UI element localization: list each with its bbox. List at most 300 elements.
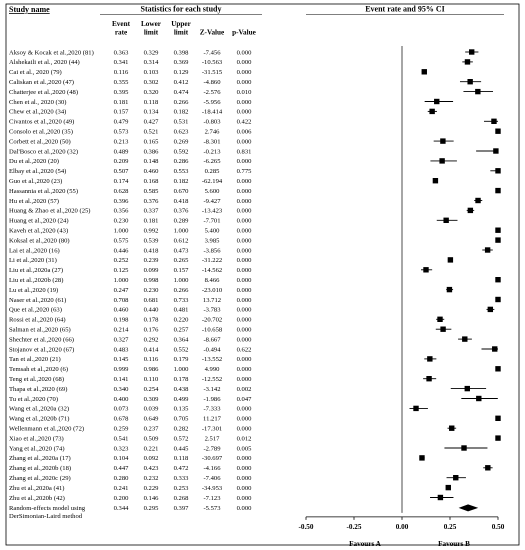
study-name: Lai et al.,2020 (16) xyxy=(9,247,60,255)
stat-rate: 0.141 xyxy=(113,376,129,383)
study-name-header: Study name xyxy=(9,5,50,14)
plot-header: Event rate and 95% CI xyxy=(365,4,445,14)
table-row xyxy=(9,178,438,185)
stat-upper: 1.000 xyxy=(173,366,189,374)
study-name: Dal'Bosco et al.,2020 (32) xyxy=(9,148,79,156)
stat-lower: 0.302 xyxy=(143,79,159,86)
column-header: p-Value xyxy=(232,28,256,37)
stat-upper: 0.266 xyxy=(173,98,189,106)
point-estimate xyxy=(461,445,466,450)
stat-lower: 0.230 xyxy=(143,286,159,294)
stat-upper: 0.705 xyxy=(173,415,189,423)
stat-upper: 0.369 xyxy=(173,59,189,67)
study-name: Hassannia et al.,2020 (55) xyxy=(9,187,79,195)
table-row xyxy=(9,247,493,254)
table-row xyxy=(9,158,457,165)
stat-p: 0.000 xyxy=(236,465,252,473)
stat-rate: 0.356 xyxy=(113,207,129,215)
stat-lower: 0.681 xyxy=(143,296,159,304)
table-row xyxy=(9,188,501,195)
stat-p: 0.000 xyxy=(236,217,252,225)
stat-rate: 0.460 xyxy=(113,306,129,314)
stat-p: 0.000 xyxy=(236,405,252,413)
stats-header: Statistics for each study xyxy=(140,4,222,14)
stat-p: 0.006 xyxy=(236,128,252,136)
table-row xyxy=(9,228,501,235)
study-name: Zhang et al.,2020c (29) xyxy=(9,475,71,482)
point-estimate xyxy=(462,336,467,341)
table-row xyxy=(9,406,428,413)
stat-z: -2.789 xyxy=(203,445,221,453)
stat-p: 0.000 xyxy=(236,455,252,463)
stat-rate: 0.446 xyxy=(113,247,129,255)
stat-rate: 0.157 xyxy=(113,108,129,116)
table-row xyxy=(9,386,486,393)
stat-rate: 0.198 xyxy=(113,316,129,324)
stat-lower: 0.992 xyxy=(143,227,159,235)
stat-z: -31.222 xyxy=(201,257,223,265)
point-estimate xyxy=(453,475,458,480)
stat-lower: 0.314 xyxy=(143,59,159,67)
stat-lower: 0.103 xyxy=(143,69,159,77)
point-estimate xyxy=(440,327,445,332)
point-estimate xyxy=(495,168,500,173)
stat-lower: 0.292 xyxy=(143,336,159,344)
stat-rate: 0.355 xyxy=(113,79,129,86)
study-name: Teng et al.,2020 (68) xyxy=(9,376,65,383)
stat-p: 0.000 xyxy=(236,356,252,364)
table-row xyxy=(9,465,493,472)
table-row xyxy=(9,356,436,363)
stat-upper: 0.376 xyxy=(173,207,189,215)
point-estimate xyxy=(475,198,480,203)
stat-upper: 0.445 xyxy=(173,445,189,453)
table-row xyxy=(9,485,451,492)
stat-z: 0.285 xyxy=(204,168,220,176)
stat-rate: 0.259 xyxy=(113,425,129,433)
study-name: Naser et al.,2020 (61) xyxy=(9,296,67,304)
stat-lower: 0.168 xyxy=(143,178,159,185)
point-estimate xyxy=(449,426,454,431)
point-estimate xyxy=(495,435,500,440)
stat-rate: 0.678 xyxy=(113,415,129,423)
stat-lower: 0.337 xyxy=(143,207,159,215)
stat-lower: 0.229 xyxy=(143,484,159,492)
stat-p: 0.000 xyxy=(236,69,252,77)
table-row xyxy=(9,119,498,126)
table-row xyxy=(9,49,478,56)
table-row xyxy=(9,336,472,343)
point-estimate xyxy=(419,455,424,460)
stat-lower: 0.329 xyxy=(143,49,159,57)
point-estimate xyxy=(465,386,470,391)
study-name: Temsah et al.,2020 (6) xyxy=(9,366,69,374)
stat-p: 0.000 xyxy=(236,484,252,492)
stat-z: 3.985 xyxy=(204,237,220,245)
point-estimate xyxy=(495,366,500,371)
table-row xyxy=(9,89,493,96)
stat-z: -0.494 xyxy=(203,346,221,354)
stat-p: 0.005 xyxy=(236,445,252,453)
stat-p: 0.775 xyxy=(236,168,252,176)
table-row xyxy=(9,416,501,423)
stat-z: -7.406 xyxy=(203,475,221,482)
stat-z: -5.956 xyxy=(203,98,221,106)
table-row xyxy=(9,327,451,334)
study-name: Huang et al.,2020 (24) xyxy=(9,217,69,225)
stat-lower: 0.423 xyxy=(143,465,159,473)
stat-rate: 0.125 xyxy=(113,267,129,275)
stat-z: -20.702 xyxy=(201,316,223,324)
stat-lower: 0.165 xyxy=(143,138,159,146)
stat-lower: 0.118 xyxy=(143,98,159,106)
pooled-stat-z: -5.573 xyxy=(203,505,221,513)
table-row xyxy=(9,346,498,353)
stat-upper: 0.182 xyxy=(173,178,189,185)
stat-lower: 0.986 xyxy=(143,366,159,374)
stat-rate: 0.400 xyxy=(113,395,129,403)
stat-z: -10.658 xyxy=(201,326,223,334)
study-name: Koksal et al.,2020 (80) xyxy=(9,237,70,245)
stat-z: -0.213 xyxy=(203,148,221,156)
favours-a-label: Favours A xyxy=(349,539,381,548)
stat-lower: 0.237 xyxy=(143,425,159,433)
study-name: Zhu et al.,2020a (41) xyxy=(9,484,65,492)
pooled-label-line1: Random-effects model using xyxy=(9,505,86,513)
table-row xyxy=(9,267,432,274)
point-estimate xyxy=(492,346,497,351)
pooled-row xyxy=(9,504,478,520)
stat-p: 0.012 xyxy=(236,435,252,443)
point-estimate xyxy=(468,208,473,213)
point-estimate xyxy=(476,396,481,401)
stat-upper: 0.592 xyxy=(173,148,189,156)
stat-upper: 0.733 xyxy=(173,296,189,304)
x-tick-label: 0.00 xyxy=(395,522,409,531)
stat-p: 0.000 xyxy=(236,316,252,324)
stat-rate: 0.230 xyxy=(113,217,129,225)
table-row xyxy=(9,168,501,175)
point-estimate xyxy=(493,148,498,153)
table-row xyxy=(9,79,481,86)
stat-lower: 0.039 xyxy=(143,405,159,413)
point-estimate xyxy=(437,317,442,322)
stat-rate: 0.507 xyxy=(113,168,129,176)
study-name: Xiao et al.,2020 (73) xyxy=(9,435,64,443)
column-header: Event rate xyxy=(112,20,130,37)
point-estimate xyxy=(485,247,490,252)
study-name: Consolo et al.,2020 (35) xyxy=(9,128,73,136)
stat-z: -7.333 xyxy=(203,405,221,413)
stat-rate: 0.327 xyxy=(113,336,129,344)
stat-lower: 0.178 xyxy=(143,316,159,324)
stat-lower: 0.092 xyxy=(143,455,159,463)
point-estimate xyxy=(447,287,452,292)
point-estimate xyxy=(423,267,428,272)
point-estimate xyxy=(429,109,434,114)
stat-p: 0.000 xyxy=(236,178,252,185)
stat-lower: 0.427 xyxy=(143,118,159,126)
stat-rate: 0.145 xyxy=(113,356,129,364)
stat-lower: 0.116 xyxy=(143,356,159,364)
x-tick-label: 0.25 xyxy=(443,522,457,531)
stat-upper: 0.179 xyxy=(173,356,189,364)
stat-upper: 0.473 xyxy=(173,247,189,255)
stat-z: 4.990 xyxy=(204,366,220,374)
stat-p: 0.000 xyxy=(236,267,252,275)
study-name: Thapa et al.,2020 (69) xyxy=(9,385,68,393)
stat-lower: 0.386 xyxy=(143,148,159,156)
stat-lower: 0.539 xyxy=(143,237,159,245)
stat-lower: 0.418 xyxy=(143,247,159,255)
point-estimate xyxy=(469,49,474,54)
point-estimate xyxy=(434,99,439,104)
study-name: Wang et al.,2020b (71) xyxy=(9,415,70,423)
point-estimate xyxy=(443,218,448,223)
stat-p: 0.000 xyxy=(236,306,252,314)
stat-upper: 0.612 xyxy=(173,237,189,245)
pooled-diamond xyxy=(459,504,479,511)
point-estimate xyxy=(475,89,480,94)
stat-rate: 0.447 xyxy=(113,465,129,473)
stat-p: 0.000 xyxy=(236,366,252,374)
study-name: Cai et al., 2020 (79) xyxy=(9,69,62,77)
table-row xyxy=(9,109,437,116)
figure-frame xyxy=(6,4,519,545)
stat-upper: 0.266 xyxy=(173,286,189,294)
stat-p: 0.831 xyxy=(236,148,252,156)
study-name: Kaveh et al.,2020 (43) xyxy=(9,227,69,235)
stat-rate: 0.341 xyxy=(113,59,129,67)
stat-p: 0.000 xyxy=(236,49,252,57)
study-name: Chatterjee et al.,2020 (48) xyxy=(9,88,79,96)
stat-z: -34.953 xyxy=(201,484,223,492)
point-estimate xyxy=(438,495,443,500)
column-header: Upper limit xyxy=(171,20,191,37)
x-tick-label: 0.50 xyxy=(491,522,505,531)
study-name: Huang & Zhao et al.,2020 (25) xyxy=(9,207,91,215)
stat-upper: 0.182 xyxy=(173,108,189,116)
study-name: Que et al.,2020 (63) xyxy=(9,306,62,314)
stat-lower: 0.309 xyxy=(143,395,159,403)
stat-upper: 0.289 xyxy=(173,217,189,225)
point-estimate xyxy=(467,79,472,84)
stat-upper: 0.623 xyxy=(173,128,189,136)
stat-rate: 0.200 xyxy=(113,494,129,502)
stat-p: 0.000 xyxy=(236,237,252,245)
stat-z: -4.166 xyxy=(203,465,221,473)
point-estimate xyxy=(440,138,445,143)
column-header: Z-Value xyxy=(199,28,225,37)
stat-lower: 0.320 xyxy=(143,88,159,96)
stat-upper: 0.364 xyxy=(173,336,189,344)
point-estimate xyxy=(433,178,438,183)
point-estimate xyxy=(495,228,500,233)
stat-rate: 0.241 xyxy=(113,484,129,492)
stat-z: -62.194 xyxy=(201,178,223,185)
stat-p: 0.000 xyxy=(236,108,252,116)
stat-z: -31.515 xyxy=(201,69,223,77)
table-row xyxy=(9,366,501,373)
study-name: Aksoy & Kocak et al.,2020 (81) xyxy=(9,49,94,57)
study-name: Liu et al.,2020a (27) xyxy=(9,267,64,275)
stat-p: 0.000 xyxy=(236,326,252,334)
stat-rate: 0.999 xyxy=(113,366,129,374)
study-name: Caliskan et al.,2020 (47) xyxy=(9,79,75,86)
stat-rate: 0.628 xyxy=(113,187,129,195)
stat-lower: 0.239 xyxy=(143,257,159,265)
study-name: Guo et al.,2020 (23) xyxy=(9,178,63,185)
stat-p: 0.422 xyxy=(236,118,252,126)
table-row xyxy=(9,376,436,383)
stat-rate: 0.323 xyxy=(113,445,129,453)
table-row xyxy=(9,426,456,433)
stat-upper: 0.474 xyxy=(173,88,189,96)
table-row xyxy=(9,138,454,145)
stat-lower: 0.440 xyxy=(143,306,159,314)
table-row xyxy=(9,237,501,244)
point-estimate xyxy=(488,307,493,312)
stat-z: -3.142 xyxy=(203,385,221,393)
point-estimate xyxy=(422,69,427,74)
table-row xyxy=(9,69,427,76)
stat-p: 0.000 xyxy=(236,197,252,205)
stat-upper: 0.257 xyxy=(173,326,189,334)
stat-rate: 0.479 xyxy=(113,118,129,126)
stat-z: -3.856 xyxy=(203,247,221,255)
table-row xyxy=(9,495,453,502)
stat-upper: 0.269 xyxy=(173,138,189,146)
column-header: Lower limit xyxy=(141,20,161,37)
stat-upper: 0.220 xyxy=(173,316,189,324)
stat-upper: 0.118 xyxy=(173,455,189,463)
stat-z: 5.400 xyxy=(204,227,220,235)
point-estimate xyxy=(491,119,496,124)
stat-z: 2.746 xyxy=(204,128,220,136)
stat-p: 0.000 xyxy=(236,207,252,215)
stat-z: -14.562 xyxy=(201,267,223,275)
stat-upper: 0.670 xyxy=(173,187,189,195)
stat-lower: 0.232 xyxy=(143,475,159,482)
point-estimate xyxy=(448,257,453,262)
stat-lower: 0.110 xyxy=(143,376,159,383)
stat-p: 0.000 xyxy=(236,187,252,195)
table-row xyxy=(9,148,499,155)
table-row xyxy=(9,455,425,462)
stat-upper: 1.000 xyxy=(173,277,189,284)
point-estimate xyxy=(495,416,500,421)
point-estimate xyxy=(427,356,432,361)
stat-upper: 0.398 xyxy=(173,49,189,57)
stat-upper: 0.135 xyxy=(173,405,189,413)
stat-rate: 0.340 xyxy=(113,385,129,393)
study-name: Stojanov et al.,2020 (67) xyxy=(9,346,75,354)
stat-lower: 0.509 xyxy=(143,435,159,443)
stat-lower: 0.176 xyxy=(143,326,159,334)
stat-upper: 0.553 xyxy=(173,168,189,176)
stat-p: 0.000 xyxy=(236,336,252,344)
stat-upper: 0.157 xyxy=(173,267,189,275)
pooled-stat-upper: 0.397 xyxy=(173,505,189,513)
stat-rate: 0.174 xyxy=(113,178,129,185)
study-name: Wellenmann et al.,2020 (72) xyxy=(9,425,85,433)
stat-lower: 0.146 xyxy=(143,494,159,502)
pooled-stat-lower: 0.295 xyxy=(143,505,159,513)
table-row xyxy=(9,475,466,482)
stat-p: 0.000 xyxy=(236,59,252,67)
stat-z: 13.712 xyxy=(202,296,222,304)
stat-z: -1.986 xyxy=(203,395,221,403)
table-row xyxy=(9,59,473,66)
stat-p: 0.002 xyxy=(236,385,252,393)
stat-z: -13.552 xyxy=(201,356,223,364)
stat-p: 0.047 xyxy=(236,395,252,403)
stat-rate: 0.209 xyxy=(113,158,129,166)
stat-z: -23.010 xyxy=(201,286,223,294)
stat-z: 11.217 xyxy=(203,415,221,423)
pooled-label-line2: DerSimonian-Laird method xyxy=(9,513,83,521)
stat-rate: 0.252 xyxy=(113,257,129,265)
stat-z: -9.427 xyxy=(203,197,221,205)
stat-rate: 0.116 xyxy=(113,69,129,77)
stat-p: 0.000 xyxy=(236,415,252,423)
stat-z: -8.301 xyxy=(203,138,221,146)
stat-z: -18.414 xyxy=(201,108,223,116)
stat-rate: 0.396 xyxy=(113,197,129,205)
stat-upper: 0.531 xyxy=(173,118,189,126)
study-name: Chew et al.,2020 (34) xyxy=(9,108,67,116)
stat-z: -17.301 xyxy=(201,425,223,433)
stat-upper: 0.253 xyxy=(173,484,189,492)
point-estimate xyxy=(495,188,500,193)
table-row xyxy=(9,129,501,136)
study-name: Elbay et al.,2020 (54) xyxy=(9,168,67,176)
table-row xyxy=(9,208,474,215)
stat-z: -6.265 xyxy=(203,158,221,166)
stat-rate: 0.363 xyxy=(113,49,129,57)
point-estimate xyxy=(465,59,470,64)
stat-p: 0.000 xyxy=(236,79,252,86)
point-estimate xyxy=(485,465,490,470)
stat-lower: 0.585 xyxy=(143,187,159,195)
table-row xyxy=(9,277,501,284)
study-name: Lu et al.,2020 (19) xyxy=(9,286,59,294)
study-name: Civantos et al.,2020 (49) xyxy=(9,118,75,126)
stat-rate: 0.575 xyxy=(113,237,129,245)
stat-z: -7.701 xyxy=(203,217,221,225)
stat-p: 0.000 xyxy=(236,296,252,304)
study-name: Li et al.,2020 (31) xyxy=(9,257,57,265)
stat-upper: 0.552 xyxy=(173,346,189,354)
point-estimate xyxy=(446,485,451,490)
stat-rate: 1.000 xyxy=(113,277,129,284)
x-tick-label: -0.25 xyxy=(346,522,362,531)
table-row xyxy=(9,445,487,452)
point-estimate xyxy=(495,277,500,282)
stat-p: 0.622 xyxy=(236,346,252,354)
stat-rate: 1.000 xyxy=(113,227,129,235)
stat-z: 8.466 xyxy=(204,277,220,284)
stat-lower: 0.998 xyxy=(143,277,159,284)
stat-lower: 0.099 xyxy=(143,267,159,275)
stat-upper: 0.499 xyxy=(173,395,189,403)
stat-upper: 0.265 xyxy=(173,257,189,265)
stat-z: -12.552 xyxy=(201,376,223,383)
table-row xyxy=(9,198,482,205)
study-name: Liu et al.,2020b (28) xyxy=(9,277,64,284)
table-row xyxy=(9,435,501,442)
stat-upper: 0.282 xyxy=(173,425,189,433)
